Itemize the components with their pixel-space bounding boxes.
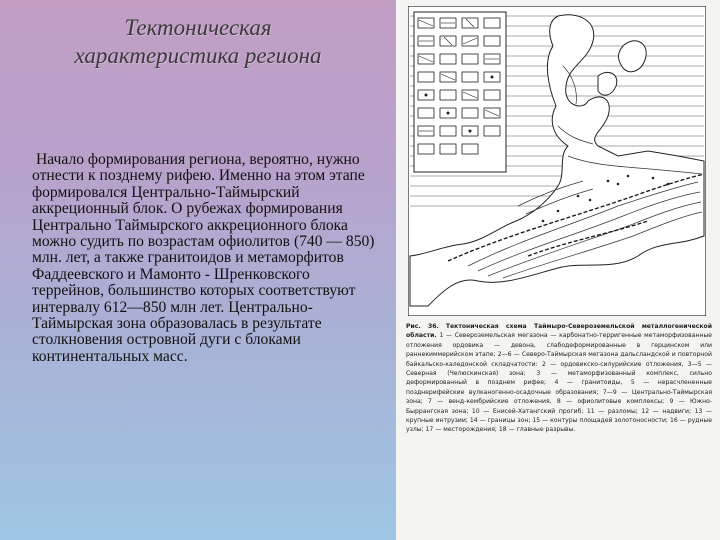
slide-title-line2: характеристика региона: [74, 43, 322, 68]
tectonic-map-figure: [408, 6, 706, 316]
slide-title: [18, 14, 378, 70]
slide-body: [32, 152, 377, 365]
figure-caption-title: Тектоническая схема Таймыро-Североземельской металлогенической области.: [406, 323, 713, 340]
figure-label: Рис. 36.: [406, 323, 439, 330]
slide-title-line1: Тектоническая: [124, 15, 272, 40]
figure-panel: [396, 0, 720, 540]
body-paragraph: Начало формирования региона, вероятно, нужно отнести к позднему рифею. Именно на этом этапе формировался Центрально-Таймырский аккреционный блок. О рубежах формирования Центрально Таймырского аккреционного блока можно судить по возрастам офиолитов (740 — 850) млн. лет, а также гранитоидов и метаморфитов Фаддеевского и Мамонто - Шренковского террейнов, большинство которых соответствуют интервалу 612—850 млн лет. Центрально-Таймырская зона образовалась в результате столкновения островной дуги с блоками континентальных масс.: [32, 151, 375, 365]
figure-caption-text: 1 — Североземельская мегазона — карбонатно-терригенные метаморфизованные отложения ордовика — девона, слабодеформированные в герцинском или раннекиммерийском этапе; 2—6 — Северо-Таймырская мегазона дальсландской и повторной байкальско-каледонской складчатости: 2 — ордовикско-силурийские отложения, 3—5 — Северная (Челюскинская) зона; 3 — метаморфизованный комплекс, сильно деформированный в позднем рифее; 4 — гранитоиды, 5 — нерасчлененные позднерифейские вулканогенно-осадочные образования; 7—9 — Центрально-Таймырская зона; 7 — венд-кембрийские отложения, 8 — офиолитовые комплексы; 9 — Южно-Быррангская зона; 10 — Енисей-Хатангский прогиб; 11 — разломы; 12 — надвиги; 13 — крупные интрузии; 14 — границы зон; 15 — контуры площадей золотоносности; 16 — рудные узлы; 17 — месторождения; 18 — главные разрывы.: [406, 332, 712, 434]
map-legend: [414, 12, 506, 172]
figure-caption: [406, 322, 712, 435]
